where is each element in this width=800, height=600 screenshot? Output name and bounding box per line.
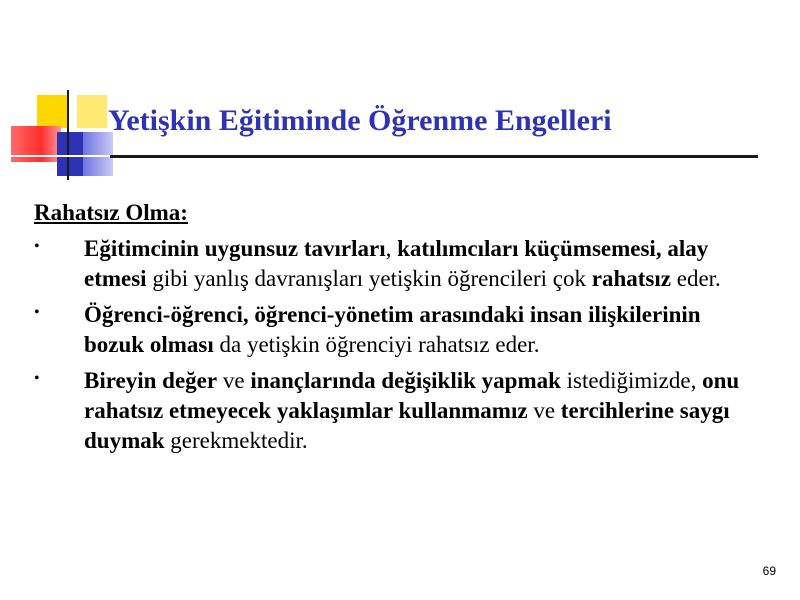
list-item xyxy=(34,234,764,294)
text-segment: katılımcıları küçümsemesi, alay etmesi xyxy=(84,236,709,291)
bullet-list xyxy=(34,234,764,456)
text-segment: eder. xyxy=(670,266,721,291)
list-item xyxy=(34,366,764,456)
text-segment: onu rahatsız etmeyecek yaklaşımlar kullanmamız xyxy=(84,368,740,423)
logo-horizontal-line xyxy=(8,155,118,157)
bullet-icon: • xyxy=(34,238,40,255)
list-item xyxy=(34,300,764,360)
text-segment: rahatsız xyxy=(591,266,671,291)
text-segment: gerekmektedir. xyxy=(164,428,308,453)
slide-title: Yetişkin Eğitiminde Öğrenme Engelleri xyxy=(108,104,612,137)
page-number: 69 xyxy=(762,564,776,578)
text-segment: ve xyxy=(527,398,561,423)
text-segment: inançlarında değişiklik yapmak xyxy=(250,368,561,393)
text-segment: Eğitimcinin uygunsuz tavırları xyxy=(84,236,386,261)
bullet-icon: • xyxy=(34,304,40,321)
blue-square xyxy=(57,132,84,176)
text-segment: da yetişkin öğrenciyi rahatsız eder. xyxy=(213,332,540,357)
logo-vertical-line xyxy=(67,90,69,180)
slide-content xyxy=(34,198,764,462)
text-segment: istediğimizde, xyxy=(560,368,703,393)
text-segment: , xyxy=(385,236,398,261)
bullet-icon: • xyxy=(34,370,40,387)
subheading: Rahatsız Olma: xyxy=(34,200,188,225)
text-segment: gibi yanlış davranışları yetişkin öğrencileri çok xyxy=(146,266,592,291)
text-segment: Öğrenci-öğrenci, öğrenci-yönetim arasındaki insan ilişkilerinin bozuk olması xyxy=(84,302,701,357)
yellow-square-light xyxy=(77,95,107,128)
text-segment: Bireyin değer xyxy=(84,368,218,393)
text-segment: ve xyxy=(217,368,251,393)
text-segment: tercihlerine saygı duymak xyxy=(84,398,730,453)
title-divider xyxy=(110,155,758,158)
yellow-square xyxy=(37,95,69,128)
blue-square-light xyxy=(83,132,113,176)
decorative-logo xyxy=(8,90,118,180)
